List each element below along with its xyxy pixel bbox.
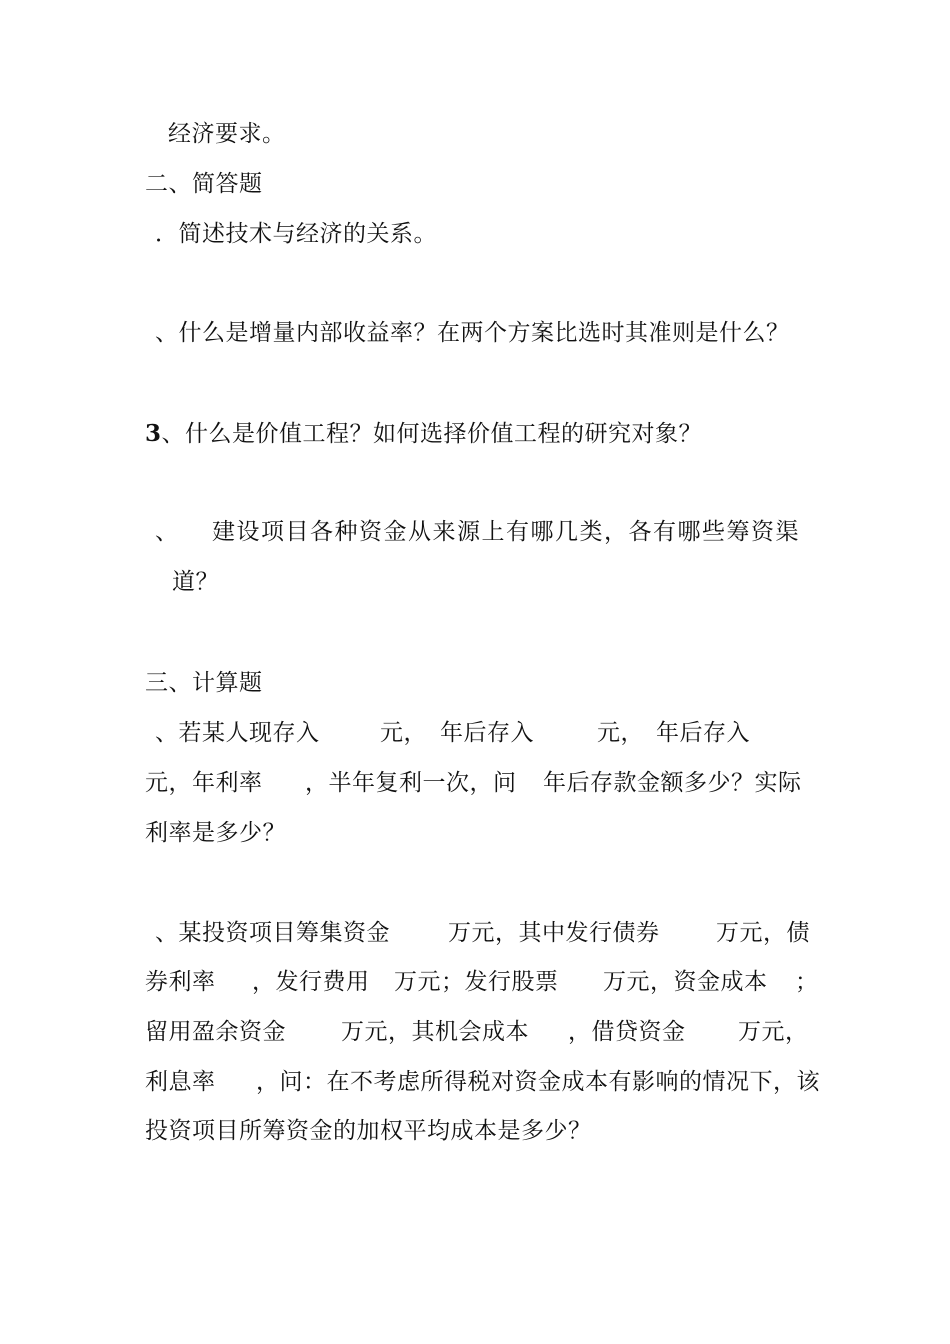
calc-2-line4-part-a: 利息率 <box>145 1069 216 1095</box>
calc-2-line1-part-b: 万元，其中发行债券 <box>448 920 660 946</box>
text-line-economic-requirements: 经济要求。 <box>168 121 286 147</box>
calc-2-line1-part-a: 、某投资项目筹集资金 <box>155 920 390 946</box>
calc-2-line1-part-c: 万元，债 <box>716 920 810 946</box>
question-4-mark: 、 <box>155 519 179 545</box>
calc-2-line5: 投资项目所筹资金的加权平均成本是多少？ <box>145 1118 592 1144</box>
calc-2-line2-part-a: 券利率 <box>145 969 216 995</box>
calc-2-line2-part-c: 万元；发行股票 <box>394 969 559 995</box>
calc-2-line2-part-d: 万元，资金成本 <box>603 969 768 995</box>
question-4-funding-sources: 建设项目各种资金从来源上有哪几类，各有哪些筹资渠 <box>212 519 800 545</box>
calc-2-line3-part-d: 万元， <box>738 1019 809 1045</box>
section-heading-short-answer: 二、简答题 <box>145 171 263 197</box>
calc-1-line2-part-c: 年后存款金额多少？实际 <box>543 770 802 796</box>
question-3-value-engineering <box>145 419 702 449</box>
section-heading-calculation: 三、计算题 <box>145 670 263 696</box>
question-2-incremental-irr: 、什么是增量内部收益率？在两个方案比选时其准则是什么？ <box>155 320 790 346</box>
calc-1-part-d: 元， <box>597 720 644 746</box>
calc-2-line3-part-a: 留用盈余资金 <box>145 1019 286 1045</box>
calc-1-line2-part-b: ，半年复利一次，问 <box>305 770 517 796</box>
question-3-number: 3 <box>145 420 162 447</box>
calc-1-part-a: 、若某人现存入 <box>155 720 320 746</box>
calc-1-part-c: 年后存入 <box>440 720 534 746</box>
calc-2-line3-part-c: ，借贷资金 <box>568 1019 686 1045</box>
calc-2-line2-part-b: ，发行费用 <box>252 969 370 995</box>
question-3-text: 、什么是价值工程？如何选择价值工程的研究对象？ <box>161 421 703 447</box>
calc-2-line3-part-b: 万元，其机会成本 <box>341 1019 529 1045</box>
calc-1-part-b: 元， <box>380 720 427 746</box>
calc-1-line3: 利率是多少？ <box>145 820 286 846</box>
calc-2-line4-part-b: ，问：在不考虑所得税对资金成本有影响的情况下，该 <box>256 1069 820 1095</box>
calc-1-part-e: 年后存入 <box>656 720 750 746</box>
calc-1-line2-part-a: 元，年利率 <box>145 770 263 796</box>
calc-2-line2-part-e: ； <box>795 969 819 995</box>
question-4-continuation: 道？ <box>172 569 219 595</box>
question-1-tech-economy: ．简述技术与经济的关系。 <box>155 221 437 247</box>
